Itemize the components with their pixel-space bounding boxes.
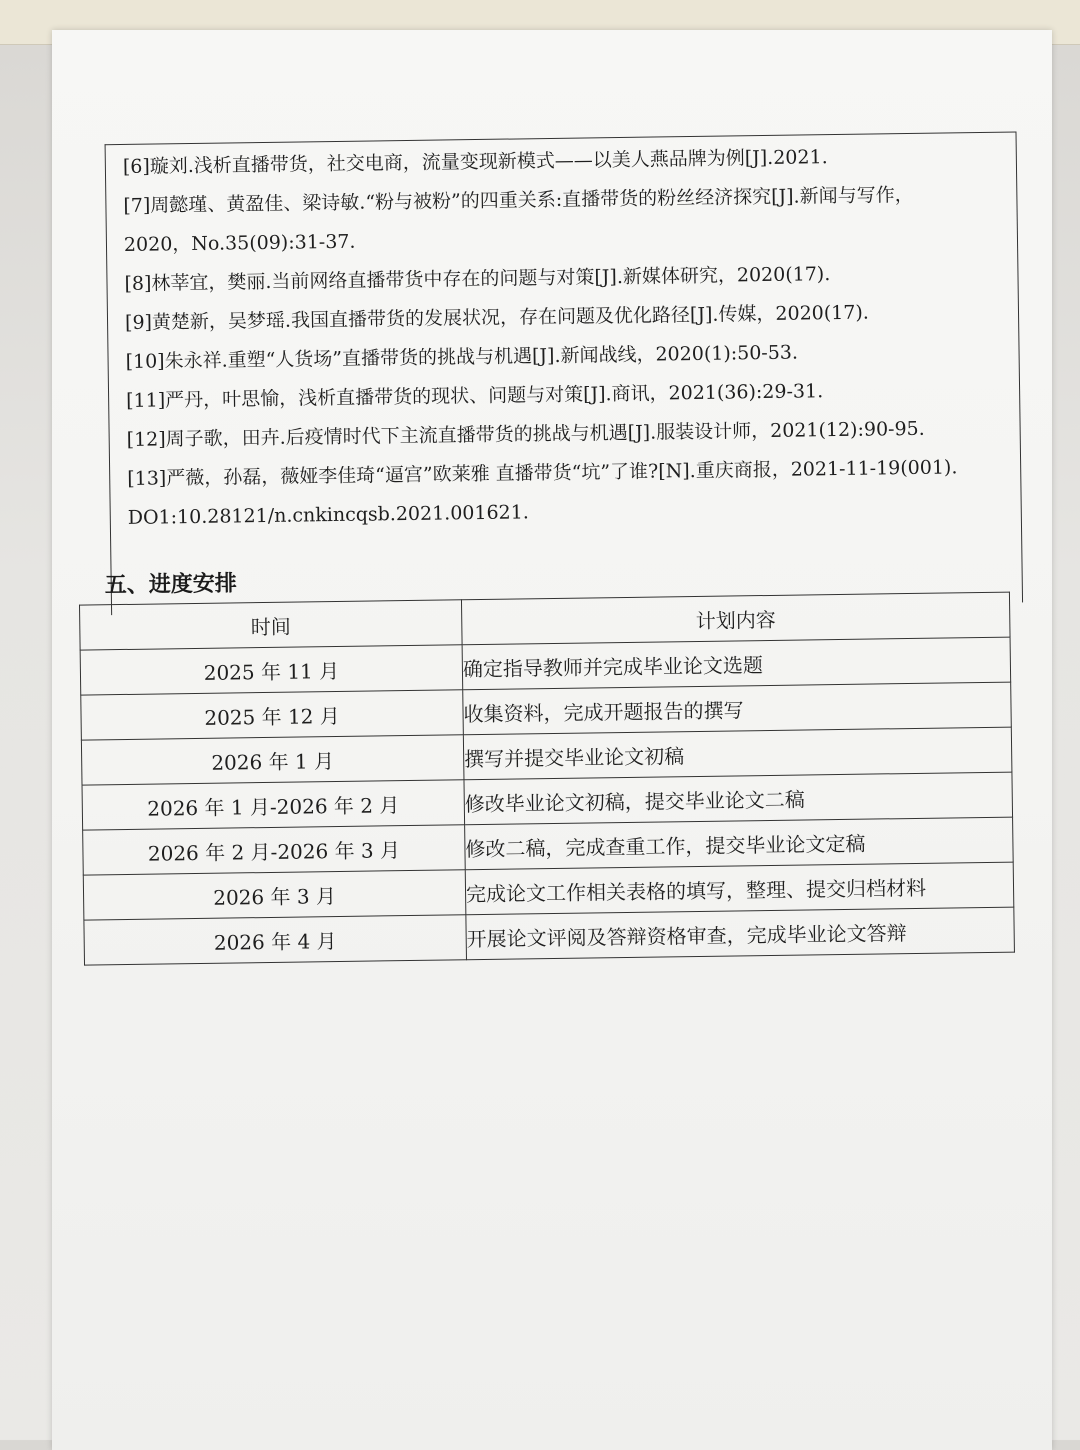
- cell-time: 2026 年 2 月-2026 年 3 月: [83, 825, 466, 875]
- reference-item: [8]林莘宜，樊丽.当前网络直播带货中存在的问题与对策[J].新媒体研究，2020(17).: [124, 263, 831, 295]
- reference-item: [10]朱永祥.重塑“人货场”直播带货的挑战与机遇[J].新闻战线，2020(1):50-53.: [125, 341, 799, 373]
- cell-time: 2026 年 3 月: [83, 870, 466, 920]
- reference-item: [7]周懿瑾、黄盈佳、梁诗敏.“粉与被粉”的四重关系:直播带货的粉丝经济探究[J].新闻与写作，: [123, 183, 914, 217]
- reference-item: [11]严丹，叶思愉，浅析直播带货的现状、问题与对策[J].商讯，2021(36):29-31.: [126, 380, 824, 412]
- reference-item-continued: 2020，No.35(09):31-37.: [123, 230, 356, 256]
- cell-plan: 修改二稿，完成查重工作，提交毕业论文定稿: [465, 817, 1014, 870]
- cell-plan: 完成论文工作相关表格的填写，整理、提交归档材料: [465, 862, 1014, 915]
- cell-time: 2025 年 12 月: [81, 690, 464, 740]
- reference-item: [13]严薇，孙磊，薇娅李佳琦“逼宫”欧莱雅 直播带货“坑”了谁?[N].重庆商报，2021-11-19(001).: [127, 456, 958, 490]
- references-list: [123, 135, 1028, 538]
- cell-time: 2025 年 11 月: [80, 645, 463, 695]
- cell-plan: 修改毕业论文初稿，提交毕业论文二稿: [464, 772, 1013, 825]
- cell-time: 2026 年 1 月-2026 年 2 月: [82, 780, 465, 830]
- section-title: 五、进度安排: [104, 571, 237, 599]
- page-content: [45, 23, 1059, 1037]
- header-time: 时间: [80, 600, 463, 650]
- cell-plan: 确定指导教师并完成毕业论文选题: [462, 637, 1011, 690]
- cell-plan: 撰写并提交毕业论文初稿: [463, 727, 1012, 780]
- cell-time: 2026 年 4 月: [84, 915, 467, 965]
- reference-item: [9]黄楚新，吴梦瑶.我国直播带货的发展状况，存在问题及优化路径[J].传媒，2020(17).: [124, 301, 869, 334]
- cell-plan: 开展论文评阅及答辩资格审查，完成毕业论文答辩: [466, 907, 1015, 960]
- reference-item-continued: DO1:10.28121/n.cnkincqsb.2021.001621.: [127, 501, 529, 529]
- schedule-table: [79, 592, 1015, 966]
- cell-plan: 收集资料，完成开题报告的撰写: [463, 682, 1012, 735]
- reference-item: [12]周子歌，田卉.后疫情时代下主流直播带货的挑战与机遇[J].服装设计师，2021(12):90-95.: [126, 417, 925, 451]
- header-plan: 计划内容: [461, 592, 1010, 645]
- document-page: [52, 30, 1052, 1450]
- cell-time: 2026 年 1 月: [81, 735, 464, 785]
- reference-item: [6]璇刘.浅析直播带货，社交电商，流量变现新模式——以美人燕品牌为例[J].2021.: [122, 146, 828, 178]
